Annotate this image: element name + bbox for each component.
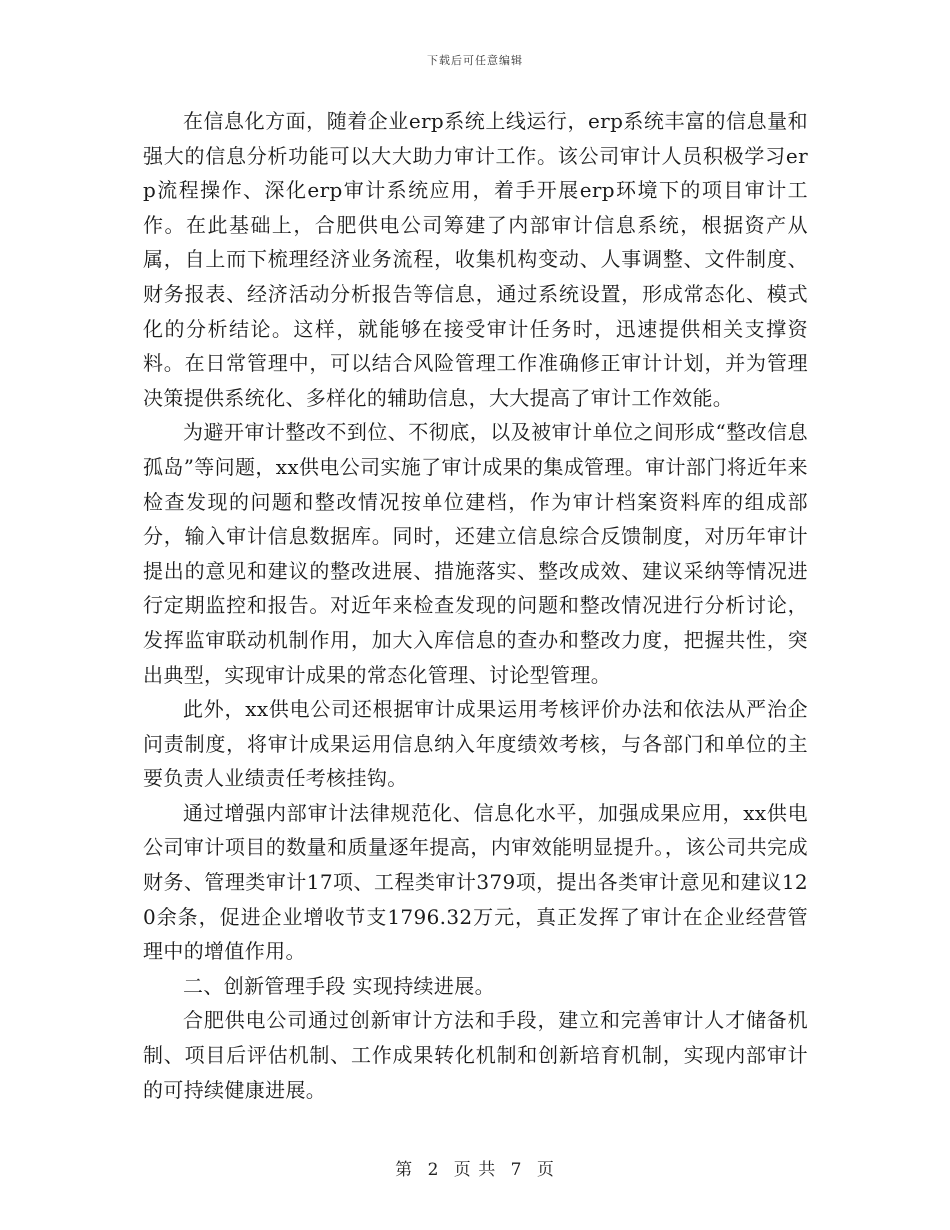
footer-suffix: 页	[536, 1160, 555, 1180]
page-footer	[0, 1155, 950, 1180]
footer-middle: 页 共	[453, 1160, 497, 1180]
paragraph-results: 通过增强内部审计法律规范化、信息化水平，加强成果应用，xx供电公司审计项目的数量和质量逐年提高，内审效能明显提升。，该公司共完成财务、管理类审计17项、工程类审计379项，提出各类审计意见和建议120余条，促进企业增收节支1796.32万元，真正发挥了审计在企业经营管理中的增值作用。	[143, 800, 808, 964]
paragraph-accountability: 此外，xx供电公司还根据审计成果运用考核评价办法和依法从严治企问责制度，将审计成果运用信息纳入年度绩效考核，与各部门和单位的主要负责人业绩责任考核挂钩。	[143, 697, 808, 791]
paragraph-innovation: 合肥供电公司通过创新审计方法和手段，建立和完善审计人才储备机制、项目后评估机制、工作成果转化机制和创新培育机制，实现内部审计的可持续健康进展。	[143, 1008, 808, 1102]
page-header: 下载后可任意编辑	[427, 54, 523, 67]
paragraph-rectification: 为避开审计整改不到位、不彻底，以及被审计单位之间形成“整改信息孤岛”等问题，xx供电公司实施了审计成果的集成管理。审计部门将近年来检查发现的问题和整改情况按单位建档，作为审计档案资料库的组成部分，输入审计信息数据库。同时，还建立信息综合反馈制度，对历年审计提出的意见和建议的整改进展、措施落实、整改成效、建议采纳等情况进行定期监控和报告。对近年来检查发现的问题和整改情况进行分析讨论，发挥监审联动机制作用，加大入库信息的查办和整改力度，把握共性，突出典型，实现审计成果的常态化管理、讨论型管理。	[143, 420, 808, 687]
footer-page-number: 2	[427, 1160, 440, 1180]
footer-prefix: 第	[395, 1160, 414, 1180]
paragraph-informatization: 在信息化方面，随着企业erp系统上线运行，erp系统丰富的信息量和强大的信息分析功能可以大大助力审计工作。该公司审计人员积极学习erp流程操作、深化erp审计系统应用，着手开展erp环境下的项目审计工作。在此基础上，合肥供电公司筹建了内部审计信息系统，根据资产从属，自上而下梳理经济业务流程，收集机构变动、人事调整、文件制度、财务报表、经济活动分析报告等信息，通过系统设置，形成常态化、模式化的分析结论。这样，就能够在接受审计任务时，迅速提供相关支撑资料。在日常管理中，可以结合风险管理工作准确修正审计计划，并为管理决策提供系统化、多样化的辅助信息，大大提高了审计工作效能。	[143, 109, 808, 410]
section-heading: 二、创新管理手段 实现持续进展。	[183, 973, 495, 998]
footer-total-pages: 7	[510, 1160, 523, 1180]
document-body	[143, 104, 808, 1107]
